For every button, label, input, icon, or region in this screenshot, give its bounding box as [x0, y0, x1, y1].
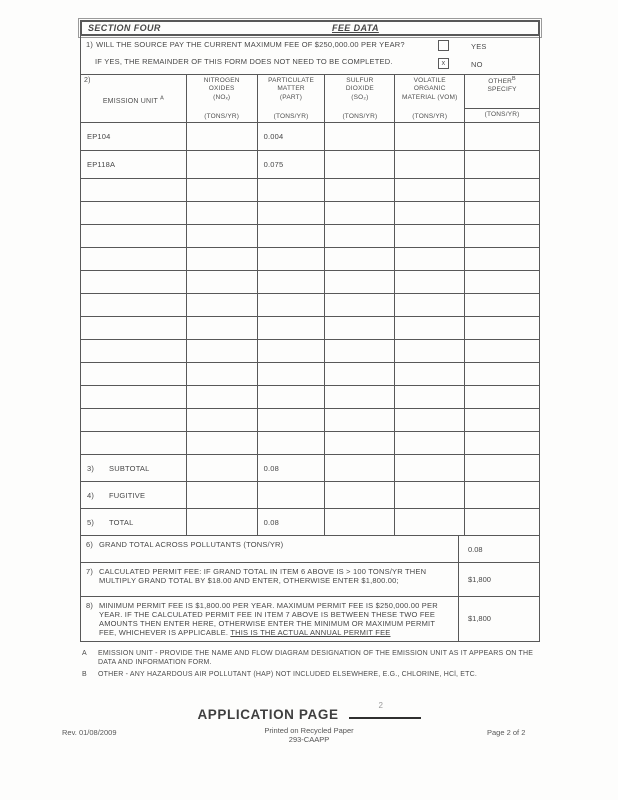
- cell-vom[interactable]: [395, 151, 465, 179]
- cell-nox[interactable]: [187, 455, 258, 482]
- cell-part[interactable]: [258, 248, 326, 271]
- footnote: [80, 670, 540, 680]
- no-checkbox[interactable]: x: [438, 58, 449, 69]
- cell-nox[interactable]: [187, 225, 258, 248]
- footnote-ref-a: A: [160, 95, 164, 102]
- application-page-number: 2: [378, 701, 383, 710]
- cell-so2[interactable]: [325, 340, 395, 363]
- cell-other[interactable]: [465, 317, 540, 340]
- cell-emission-unit[interactable]: [81, 225, 187, 248]
- cell-emission-unit[interactable]: [81, 248, 187, 271]
- footnote-text: EMISSION UNIT - PROVIDE THE NAME AND FLOW DIAGRAM DESIGNATION OF THE EMISSION UNIT AS IT APPEARS ON THE DATA AND INFORMATION FORM.: [98, 649, 534, 667]
- application-page-label: APPLICATION PAGE: [197, 707, 339, 722]
- emissions-fee-table: [80, 75, 540, 536]
- no-label: NO: [471, 60, 483, 69]
- cell-emission-unit[interactable]: [81, 340, 187, 363]
- fee-data-form: [80, 20, 540, 682]
- calculated-fee-text: CALCULATED PERMIT FEE: IF GRAND TOTAL IN ITEM 6 ABOVE IS > 100 TONS/YR THEN MULTIPLY GRAND TOTAL BY $18.00 AND ENTER, OTHERWISE ENTER $1,800.00;: [99, 567, 427, 586]
- row-8-number: 8): [86, 601, 94, 610]
- cell-nox[interactable]: [187, 271, 258, 294]
- cell-vom[interactable]: [395, 271, 465, 294]
- cell-part[interactable]: [258, 294, 326, 317]
- table-item-number: 2): [84, 77, 91, 84]
- cell-emission-unit[interactable]: [81, 409, 187, 432]
- table-row: [81, 179, 540, 202]
- cell-emission-unit[interactable]: [81, 317, 187, 340]
- cell-part[interactable]: [258, 409, 326, 432]
- cell-other[interactable]: [465, 123, 540, 151]
- cell-nox[interactable]: [187, 151, 258, 179]
- table-summary: [81, 455, 540, 536]
- footnote: [80, 649, 540, 669]
- emission-unit-label: EMISSION UNIT: [102, 97, 158, 105]
- section-header: [80, 20, 540, 36]
- cell-vom[interactable]: [395, 482, 465, 509]
- table-row: [81, 151, 540, 179]
- cell-part[interactable]: [258, 202, 326, 225]
- cell-part[interactable]: 0.08: [258, 455, 326, 482]
- calculated-fee-value[interactable]: $1,800: [458, 563, 540, 596]
- cell-vom[interactable]: [395, 509, 465, 536]
- cell-so2[interactable]: [325, 482, 395, 509]
- cell-emission-unit[interactable]: [81, 294, 187, 317]
- revision-date: Rev. 01/08/2009: [62, 728, 117, 737]
- yes-label: YES: [471, 42, 487, 51]
- cell-other[interactable]: [465, 340, 540, 363]
- footnote-text: OTHER - ANY HAZARDOUS AIR POLLUTANT (HAP) NOT INCLUDED ELSEWHERE, E.G., CHLORINE, HCl, ETC.: [98, 671, 478, 679]
- cell-part[interactable]: [258, 225, 326, 248]
- cell-emission-unit[interactable]: EP104: [81, 123, 187, 151]
- cell-emission-unit[interactable]: [81, 179, 187, 202]
- cell-other[interactable]: [465, 509, 540, 536]
- summary-row-label: FUGITIVE: [109, 490, 146, 500]
- table-row: [81, 248, 540, 271]
- actual-annual-permit-fee-phrase: THIS IS THE ACTUAL ANNUAL PERMIT FEE: [230, 628, 391, 638]
- cell-nox[interactable]: [187, 482, 258, 509]
- application-page-blank: [349, 703, 421, 719]
- cell-vom[interactable]: [395, 294, 465, 317]
- cell-nox[interactable]: [187, 202, 258, 225]
- question-1-number: 1): [86, 40, 94, 49]
- summary-row-label: SUBTOTAL: [109, 463, 150, 473]
- cell-other[interactable]: [465, 432, 540, 455]
- cell-vom[interactable]: [395, 409, 465, 432]
- cell-part[interactable]: [258, 179, 326, 202]
- cell-other[interactable]: [465, 363, 540, 386]
- cell-so2[interactable]: [325, 202, 395, 225]
- cell-vom[interactable]: [395, 179, 465, 202]
- cell-vom[interactable]: [395, 123, 465, 151]
- cell-emission-unit[interactable]: [81, 432, 187, 455]
- table-row: [81, 202, 540, 225]
- cell-so2[interactable]: [325, 432, 395, 455]
- table-row: [81, 363, 540, 386]
- cell-part[interactable]: [258, 271, 326, 294]
- cell-part[interactable]: [258, 340, 326, 363]
- recycled-paper-note: Printed on Recycled Paper: [264, 726, 354, 735]
- cell-other[interactable]: [465, 409, 540, 432]
- footer: [0, 703, 618, 744]
- question-1-line1: WILL THE SOURCE PAY THE CURRENT MAXIMUM FEE OF $250,000.00 PER YEAR?: [96, 40, 405, 49]
- cell-so2[interactable]: [325, 363, 395, 386]
- grand-total-row: [80, 536, 540, 563]
- cell-nox[interactable]: [187, 317, 258, 340]
- footnote-ref-b: B: [512, 75, 516, 82]
- col-header-vom: VOLATILE ORGANIC MATERIAL (VOM) (TONS/YR): [395, 75, 465, 123]
- cell-emission-unit[interactable]: [81, 386, 187, 409]
- cell-so2[interactable]: [325, 455, 395, 482]
- cell-part[interactable]: [258, 432, 326, 455]
- question-1-text: [86, 40, 405, 49]
- cell-nox[interactable]: [187, 340, 258, 363]
- cell-part[interactable]: 0.08: [258, 509, 326, 536]
- cell-other[interactable]: [465, 271, 540, 294]
- col-header-part: PARTICULATE MATTER (PART) (TONS/YR): [258, 75, 326, 123]
- form-number: 293-CAAPP: [288, 735, 330, 744]
- cell-so2[interactable]: [325, 271, 395, 294]
- col-header-so2: SULFUR DIOXIDE (SO₂) (TONS/YR): [325, 75, 395, 123]
- cell-so2[interactable]: [325, 225, 395, 248]
- cell-nox[interactable]: [187, 409, 258, 432]
- table-body: [81, 123, 540, 455]
- summary-row-number: 4): [87, 490, 95, 500]
- table-row: [81, 386, 540, 409]
- cell-vom[interactable]: [395, 248, 465, 271]
- cell-so2[interactable]: [325, 386, 395, 409]
- cell-part[interactable]: [258, 317, 326, 340]
- cell-other[interactable]: [465, 202, 540, 225]
- summary-label-cell: [81, 509, 187, 536]
- table-row: [81, 340, 540, 363]
- cell-vom[interactable]: [395, 202, 465, 225]
- summary-row: [81, 455, 540, 482]
- cell-other[interactable]: [465, 248, 540, 271]
- other-label: OTHER: [488, 78, 512, 85]
- grand-total-text: GRAND TOTAL ACROSS POLLUTANTS (TONS/YR): [99, 540, 284, 549]
- table-row: [81, 225, 540, 248]
- cell-so2[interactable]: [325, 123, 395, 151]
- cell-emission-unit[interactable]: [81, 271, 187, 294]
- col-header-other: $OTHER^B$ SPECIFY (TONS/YR): [465, 75, 540, 123]
- footnote-letter: A: [82, 649, 87, 657]
- cell-part[interactable]: [258, 363, 326, 386]
- minimum-fee-text: MINIMUM PERMIT FEE IS $1,800.00 PER YEAR. MAXIMUM PERMIT FEE IS $250,000.00 PER YEAR. IF THE CALCULATED PERMIT FEE IN ITEM 7 ABOVE IS BETWEEN THESE TWO FEE AMOUNTS THEN ENTER HERE, OTHERWISE ENTER THE MINIMUM OR MAXIMUM PERMIT FEE, WHICHEVER IS APPLICABLE. THIS IS THE ACTUAL ANNUAL PERMIT FEE: [99, 601, 438, 638]
- cell-vom[interactable]: [395, 432, 465, 455]
- question-1-box: [80, 36, 540, 75]
- cell-part[interactable]: [258, 482, 326, 509]
- footnote-letter: B: [82, 671, 87, 679]
- cell-vom[interactable]: [395, 455, 465, 482]
- cell-so2[interactable]: [325, 248, 395, 271]
- cell-vom[interactable]: [395, 363, 465, 386]
- summary-label-cell: [81, 455, 187, 482]
- cell-vom[interactable]: [395, 225, 465, 248]
- cell-vom[interactable]: [395, 317, 465, 340]
- cell-nox[interactable]: [187, 179, 258, 202]
- cell-part[interactable]: 0.004: [258, 123, 326, 151]
- cell-other[interactable]: [465, 179, 540, 202]
- cell-so2[interactable]: [325, 179, 395, 202]
- table-row: [81, 123, 540, 151]
- cell-other[interactable]: [465, 225, 540, 248]
- cell-emission-unit[interactable]: [81, 202, 187, 225]
- calculated-fee-row: [80, 563, 540, 597]
- table-row: [81, 432, 540, 455]
- cell-nox[interactable]: [187, 248, 258, 271]
- cell-other[interactable]: [465, 455, 540, 482]
- table-row: [81, 317, 540, 340]
- cell-nox[interactable]: [187, 294, 258, 317]
- cell-emission-unit[interactable]: EP118A: [81, 151, 187, 179]
- cell-so2[interactable]: [325, 509, 395, 536]
- cell-vom[interactable]: [395, 340, 465, 363]
- col-header-emission-unit: [81, 75, 187, 123]
- cell-nox[interactable]: [187, 363, 258, 386]
- cell-part[interactable]: [258, 386, 326, 409]
- question-1-line2: IF YES, THE REMAINDER OF THIS FORM DOES NOT NEED TO BE COMPLETED.: [95, 57, 393, 66]
- section-subtitle: FEE DATA: [332, 23, 379, 33]
- summary-row-number: 3): [87, 463, 95, 473]
- table-header-row: [81, 75, 540, 123]
- cell-so2[interactable]: [325, 294, 395, 317]
- cell-part[interactable]: 0.075: [258, 151, 326, 179]
- cell-nox[interactable]: [187, 386, 258, 409]
- grand-total-value[interactable]: 0.08: [458, 536, 540, 562]
- row-7-number: 7): [86, 567, 94, 576]
- cell-vom[interactable]: [395, 386, 465, 409]
- summary-row-label: TOTAL: [109, 517, 134, 527]
- cell-so2[interactable]: [325, 151, 395, 179]
- section-title: SECTION FOUR: [88, 23, 161, 33]
- cell-emission-unit[interactable]: [81, 363, 187, 386]
- minimum-fee-row: [80, 597, 540, 642]
- cell-so2[interactable]: [325, 409, 395, 432]
- summary-row: [81, 482, 540, 509]
- cell-other[interactable]: [465, 386, 540, 409]
- cell-so2[interactable]: [325, 317, 395, 340]
- cell-nox[interactable]: [187, 123, 258, 151]
- table-row: [81, 294, 540, 317]
- table-row: [81, 271, 540, 294]
- summary-row: [81, 509, 540, 536]
- cell-other[interactable]: [465, 294, 540, 317]
- cell-nox[interactable]: [187, 509, 258, 536]
- summary-row-number: 5): [87, 517, 95, 527]
- cell-nox[interactable]: [187, 432, 258, 455]
- row-6-number: 6): [86, 540, 94, 549]
- page-indicator: Page 2 of 2: [487, 728, 526, 737]
- table-row: [81, 409, 540, 432]
- actual-fee-value[interactable]: $1,800: [458, 597, 540, 641]
- totals-section: [80, 536, 540, 642]
- col-header-nox: NITROGEN OXIDES (NOₓ) (TONS/YR): [187, 75, 258, 123]
- footnotes: [80, 649, 540, 680]
- cell-other[interactable]: [465, 482, 540, 509]
- yes-checkbox[interactable]: [438, 40, 449, 51]
- cell-other[interactable]: [465, 151, 540, 179]
- summary-label-cell: [81, 482, 187, 509]
